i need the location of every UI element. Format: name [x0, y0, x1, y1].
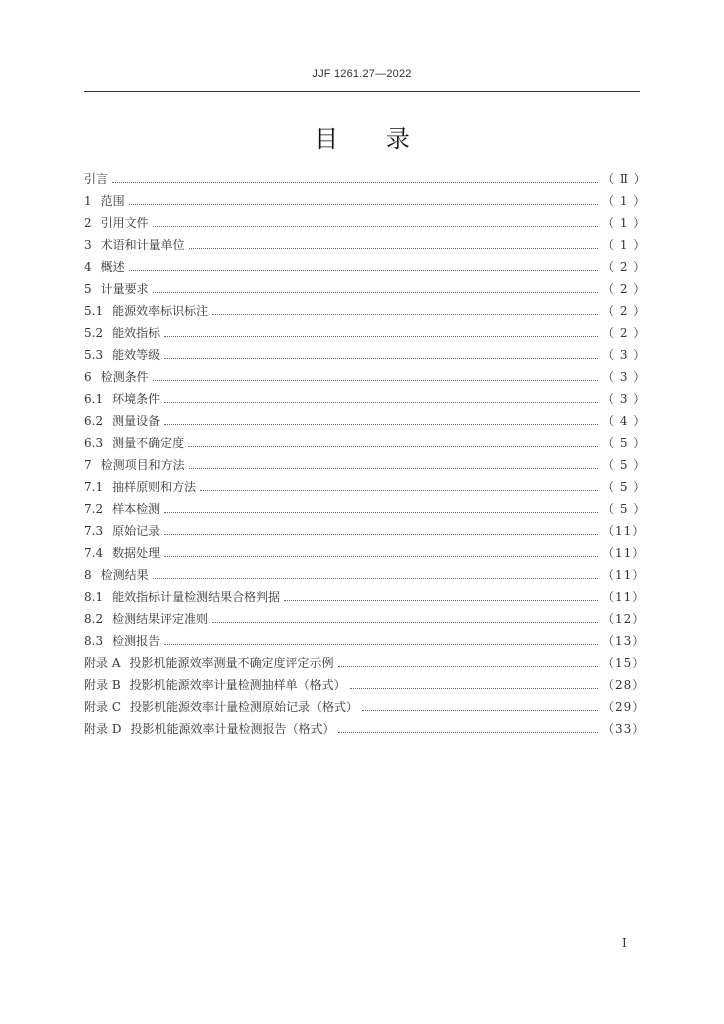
toc-entry-page: （ 2 ）: [602, 260, 647, 274]
toc-entry-number: 5: [84, 282, 92, 296]
document-code-header: JJF 1261.27—2022: [312, 68, 412, 80]
toc-entry-title: 投影机能源效率计量检测报告（格式）: [130, 722, 335, 736]
toc-entry-title: 概述: [100, 260, 125, 274]
dot-leader: [112, 181, 598, 183]
toc-entry[interactable]: [84, 586, 646, 608]
dot-leader: [164, 401, 598, 403]
toc-entry-number: 7.1: [84, 480, 104, 494]
toc-entry-title: 检测报告: [112, 634, 161, 648]
dot-leader: [129, 269, 598, 271]
toc-entry-number: 7.4: [84, 546, 104, 560]
dot-leader: [164, 335, 598, 337]
toc-entry-title: 检测结果评定准则: [112, 612, 209, 626]
toc-entry-title: 检测条件: [100, 370, 149, 384]
page-number: Ⅰ: [622, 936, 627, 950]
toc-entry-title: 投影机能源效率计量检测原始记录（格式）: [130, 700, 359, 714]
toc-entry-number: 3: [84, 238, 92, 252]
title-char-1: 目: [314, 125, 339, 153]
toc-entry-page: （ 1 ）: [602, 194, 647, 208]
dot-leader: [338, 731, 598, 733]
toc-entry-page: （11）: [602, 590, 646, 604]
dot-leader: [212, 313, 598, 315]
toc-entry-page: （ 1 ）: [602, 238, 647, 252]
toc-entry[interactable]: [84, 190, 647, 212]
toc-entry-title: 能效指标计量检测结果合格判据: [112, 590, 281, 604]
toc-entry-number: 附录 A: [84, 656, 121, 670]
toc-entry-title: 引言: [84, 172, 109, 186]
toc-entry-number: 6: [84, 370, 92, 384]
toc-entry-title: 检测结果: [100, 568, 149, 582]
page-title: [0, 119, 724, 154]
toc-entry-page: （ 3 ）: [602, 370, 647, 384]
toc-entry-number: 6.3: [84, 436, 104, 450]
toc-entry-page: （ 2 ）: [602, 282, 647, 296]
toc-entry-number: 附录 C: [84, 700, 121, 714]
toc-entry-title: 数据处理: [112, 546, 161, 560]
dot-leader: [153, 225, 598, 227]
toc-entry[interactable]: [84, 498, 647, 520]
dot-leader: [284, 599, 598, 601]
dot-leader: [129, 203, 598, 205]
toc-entry-page: （11）: [602, 546, 646, 560]
toc-entry[interactable]: [84, 542, 646, 564]
toc-entry-page: （ 5 ）: [602, 502, 647, 516]
toc-entry[interactable]: [84, 366, 647, 388]
toc-entry-title: 能效等级: [112, 348, 161, 362]
toc-entry-title: 术语和计量单位: [100, 238, 185, 252]
toc-entry[interactable]: [84, 718, 646, 740]
toc-entry-title: 测量设备: [112, 414, 161, 428]
toc-entry-title: 计量要求: [100, 282, 149, 296]
table-of-contents: [84, 168, 647, 740]
toc-entry-page: （29）: [602, 700, 646, 714]
toc-entry-page: （ 2 ）: [602, 326, 647, 340]
toc-entry[interactable]: [84, 410, 647, 432]
toc-entry-title: 投影机能源效率计量检测抽样单（格式）: [129, 678, 346, 692]
toc-entry-number: 8.2: [84, 612, 104, 626]
toc-entry-number: 5.2: [84, 326, 104, 340]
dot-leader: [164, 555, 598, 557]
toc-entry-page: （ 2 ）: [602, 304, 647, 318]
toc-entry[interactable]: [84, 278, 647, 300]
toc-entry-number: 2: [84, 216, 92, 230]
toc-entry[interactable]: [84, 300, 647, 322]
dot-leader: [153, 577, 598, 579]
toc-entry-title: 投影机能源效率测量不确定度评定示例: [129, 656, 334, 670]
toc-entry-number: 8.1: [84, 590, 104, 604]
toc-entry[interactable]: [84, 454, 647, 476]
dot-leader: [189, 467, 598, 469]
toc-entry-number: 4: [84, 260, 92, 274]
toc-entry-number: 5.1: [84, 304, 104, 318]
toc-entry-page: （28）: [602, 678, 646, 692]
toc-entry-page: （ 5 ）: [602, 458, 647, 472]
toc-entry[interactable]: [84, 696, 646, 718]
toc-entry-title: 样本检测: [112, 502, 161, 516]
toc-entry-title: 能源效率标识标注: [112, 304, 209, 318]
toc-entry-page: （ Ⅱ ）: [602, 172, 647, 186]
dot-leader: [164, 643, 598, 645]
dot-leader: [164, 511, 598, 513]
toc-entry[interactable]: [84, 674, 646, 696]
toc-entry[interactable]: [84, 432, 647, 454]
toc-entry-title: 环境条件: [112, 392, 161, 406]
toc-entry-number: 8.3: [84, 634, 104, 648]
toc-entry-page: （15）: [602, 656, 646, 670]
toc-entry-title: 测量不确定度: [112, 436, 185, 450]
toc-entry[interactable]: [84, 322, 647, 344]
dot-leader: [153, 291, 598, 293]
toc-entry[interactable]: [84, 520, 646, 542]
toc-entry[interactable]: [84, 344, 647, 366]
title-char-2: 录: [385, 125, 410, 153]
header-rule: [84, 91, 640, 92]
toc-entry-page: （12）: [602, 612, 646, 626]
toc-entry-page: （ 3 ）: [602, 348, 647, 362]
toc-entry-title: 范围: [100, 194, 125, 208]
toc-entry[interactable]: [84, 212, 647, 234]
toc-entry[interactable]: [84, 564, 646, 586]
toc-entry-title: 原始记录: [112, 524, 161, 538]
dot-leader: [164, 423, 598, 425]
toc-entry-number: 7.2: [84, 502, 104, 516]
toc-entry-page: （ 4 ）: [602, 414, 647, 428]
toc-entry-page: （33）: [602, 722, 646, 736]
toc-entry[interactable]: [84, 388, 647, 410]
dot-leader: [212, 621, 598, 623]
toc-entry[interactable]: [84, 168, 647, 190]
toc-entry-page: （ 5 ）: [602, 436, 647, 450]
toc-entry-number: 6.1: [84, 392, 104, 406]
toc-entry-page: （ 5 ）: [602, 480, 647, 494]
dot-leader: [164, 533, 598, 535]
toc-entry-number: 1: [84, 194, 92, 208]
toc-entry-number: 6.2: [84, 414, 104, 428]
toc-entry[interactable]: [84, 256, 647, 278]
toc-entry-page: （13）: [602, 634, 646, 648]
toc-entry-number: 5.3: [84, 348, 104, 362]
toc-entry-number: 附录 D: [84, 722, 122, 736]
toc-entry-page: （ 3 ）: [602, 392, 647, 406]
toc-entry-page: （11）: [602, 568, 646, 582]
toc-entry-title: 引用文件: [100, 216, 149, 230]
dot-leader: [362, 709, 598, 711]
dot-leader: [153, 379, 598, 381]
toc-entry[interactable]: [84, 476, 647, 498]
toc-entry-page: （ 1 ）: [602, 216, 647, 230]
toc-entry-number: 附录 B: [84, 678, 121, 692]
toc-entry-title: 能效指标: [112, 326, 161, 340]
dot-leader: [188, 445, 598, 447]
toc-entry-number: 8: [84, 568, 92, 582]
toc-entry[interactable]: [84, 234, 647, 256]
toc-entry[interactable]: [84, 608, 646, 630]
dot-leader: [164, 357, 598, 359]
dot-leader: [189, 247, 598, 249]
dot-leader: [338, 665, 599, 667]
toc-entry-title: 检测项目和方法: [100, 458, 185, 472]
dot-leader: [350, 687, 598, 689]
toc-entry-page: （11）: [602, 524, 646, 538]
toc-entry-number: 7: [84, 458, 92, 472]
toc-entry-number: 7.3: [84, 524, 104, 538]
toc-entry[interactable]: [84, 630, 646, 652]
dot-leader: [200, 489, 598, 491]
toc-entry[interactable]: [84, 652, 646, 674]
toc-entry-title: 抽样原则和方法: [112, 480, 197, 494]
